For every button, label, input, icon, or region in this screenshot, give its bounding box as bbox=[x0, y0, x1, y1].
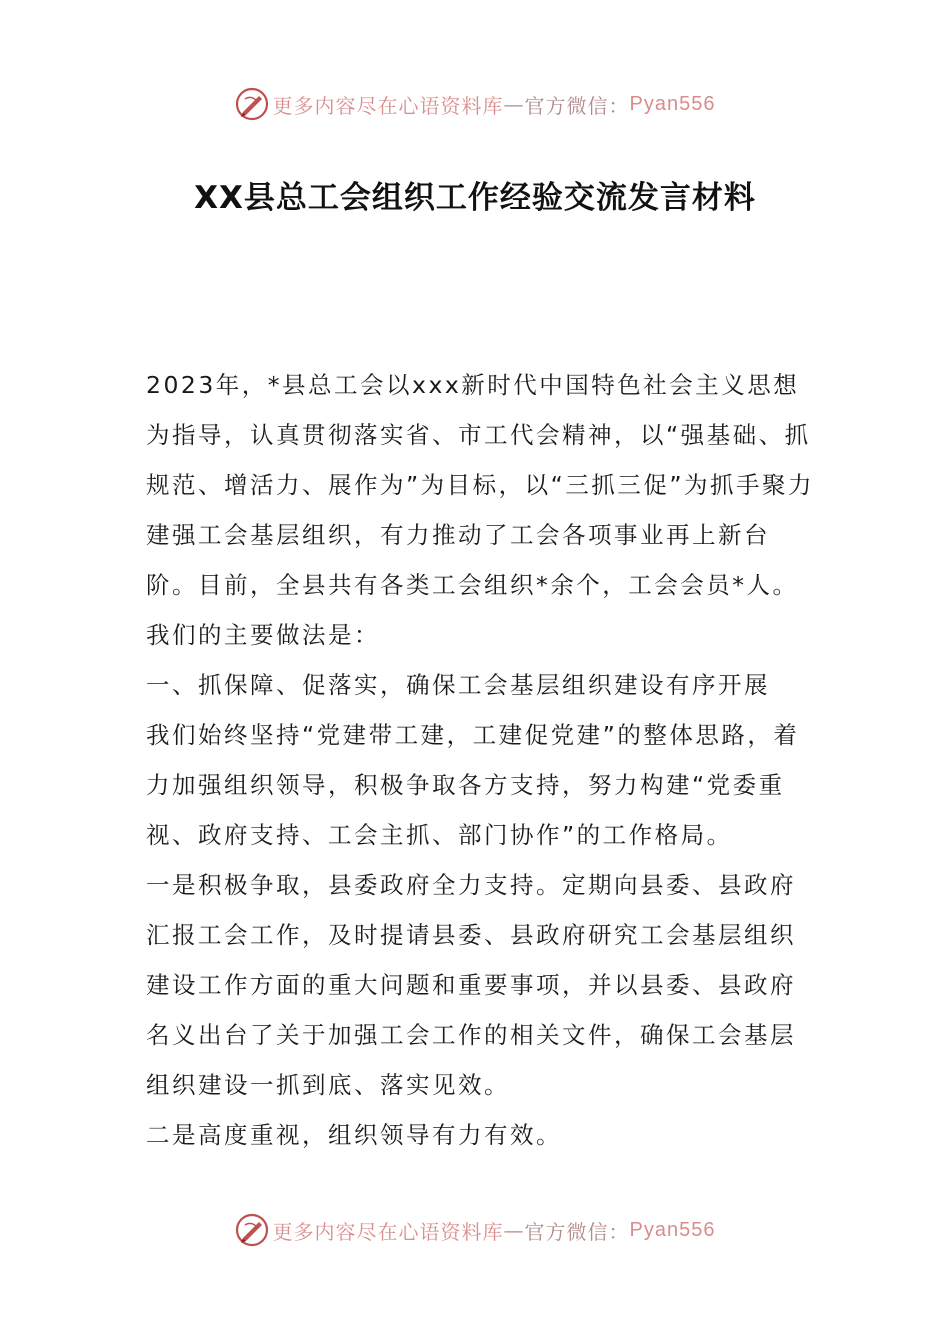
banner-wechat-id: Pyan556 bbox=[629, 92, 716, 115]
paragraph-intro: 2023年，*县总工会以xxx新时代中国特色社会主义思想为指导，认真贯彻落实省、市工代会精神，以“强基础、抓规范、增活力、展作为”为目标，以“三抓三促”为抓手聚力建强工会基层组织，有力推动了工会各项事业再上新台阶。目前，全县共有各类工会组织*余个，工会会员*人。 bbox=[146, 371, 815, 599]
paragraph-section-1: 我们始终坚持“党建带工建，工建促党建”的整体思路，着力加强组织领导，积极争取各方支持，努力构建“党委重视、政府支持、工会主抓、部门协作”的工作格局。 bbox=[146, 721, 800, 849]
banner-site-text: 更多内容尽在心语资料库 bbox=[272, 93, 504, 118]
pen-logo-icon bbox=[235, 87, 269, 121]
paragraph-point-1: 一是积极争取，县委政府全力支持。定期向县委、县政府汇报工会工作，及时提请县委、县政府研究工会基层组织建设工作方面的重大问题和重要事项，并以县委、县政府名义出台了关于加强工会工作的相关文件，确保工会基层组织建设一抓到底、落实见效。 bbox=[146, 871, 796, 1099]
banner-dash: — bbox=[503, 92, 525, 116]
banner-official-label: 官方微信： bbox=[524, 1219, 630, 1244]
banner-site-text: 更多内容尽在心语资料库 bbox=[272, 1219, 504, 1244]
document-body bbox=[146, 360, 816, 1160]
banner-dash: — bbox=[503, 1218, 525, 1242]
section-heading-1: 一、抓保障、促落实，确保工会基层组织建设有序开展 bbox=[146, 671, 770, 699]
footer-watermark-banner bbox=[0, 1210, 950, 1250]
banner-official-label: 官方微信： bbox=[524, 93, 630, 118]
paragraph-methods-lead: 我们的主要做法是： bbox=[146, 621, 380, 649]
paragraph-point-2: 二是高度重视，组织领导有力有效。 bbox=[146, 1121, 562, 1149]
document-title: XX县总工会组织工作经验交流发言材料 bbox=[194, 180, 756, 216]
header-watermark-banner bbox=[0, 84, 950, 124]
pen-logo-icon bbox=[235, 1213, 269, 1247]
banner-wechat-id: Pyan556 bbox=[629, 1218, 716, 1241]
